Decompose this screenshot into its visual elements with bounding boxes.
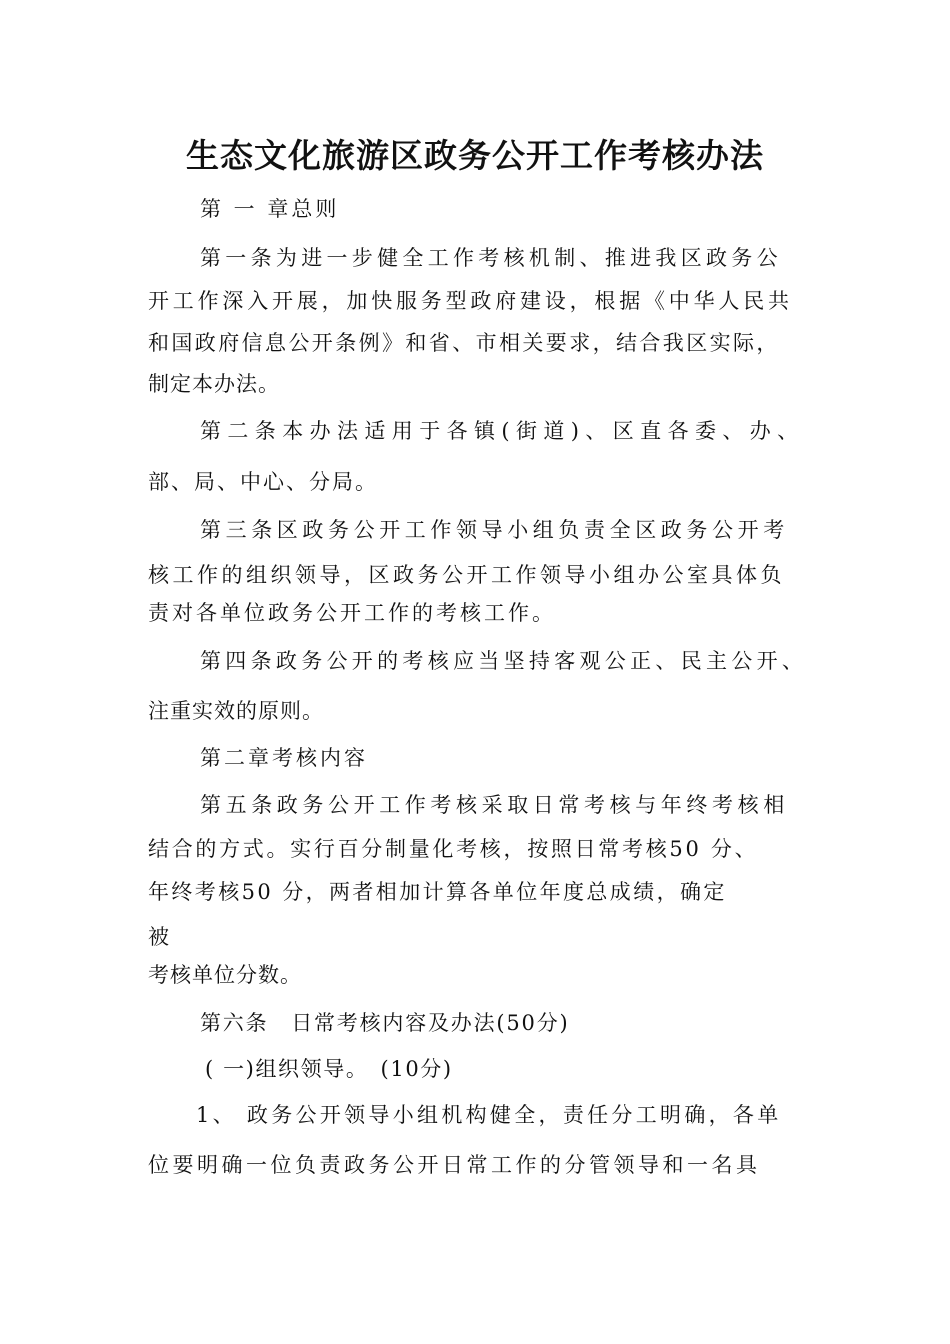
paragraph-line: 开工作深入开展，加快服务型政府建设，根据《中华人民共: [148, 289, 793, 313]
chapter-heading: 第二章考核内容: [200, 746, 368, 770]
paragraph-line: 第一条为进一步健全工作考核机制、推进我区政务公: [200, 246, 782, 270]
paragraph-line: 部、局、中心、分局。: [148, 470, 378, 494]
paragraph-line: 结合的方式。实行百分制量化考核，按照日常考核50 分、: [148, 837, 759, 861]
paragraph-line: 和国政府信息公开条例》和省、市相关要求，结合我区实际，: [148, 331, 780, 355]
paragraph-line: 第四条政务公开的考核应当坚持客观公正、民主公开、: [200, 649, 808, 673]
paragraph-line: 被: [148, 925, 169, 949]
paragraph-line: 注重实效的原则。: [148, 699, 324, 723]
paragraph-line: 位要明确一位负责政务公开日常工作的分管领导和一名具: [148, 1153, 761, 1177]
paragraph-line: 第五条政务公开工作考核采取日常考核与年终考核相: [200, 793, 789, 817]
paragraph-line: ( 一)组织领导。 (10分): [205, 1057, 453, 1081]
paragraph-line: 制定本办法。: [148, 372, 280, 396]
paragraph-line: 考核单位分数。: [148, 963, 302, 987]
document-title: 生态文化旅游区政务公开工作考核办法: [186, 136, 764, 175]
paragraph-line: 第六条 日常考核内容及办法(50分): [200, 1011, 570, 1035]
paragraph-line: 核工作的组织领导，区政务公开工作领导小组办公室具体负: [148, 563, 785, 587]
paragraph-line: 责对各单位政务公开工作的考核工作。: [148, 601, 556, 625]
paragraph-line: 第三条区政务公开工作领导小组负责全区政务公开考: [200, 518, 789, 542]
paragraph-line: 1、 政务公开领导小组机构健全，责任分工明确，各单: [196, 1103, 782, 1127]
chapter-heading: 第 一 章总则: [200, 197, 340, 221]
paragraph-line: 年终考核50 分，两者相加计算各单位年度总成绩，确定: [148, 880, 727, 904]
paragraph-line: 第二条本办法适用于各镇(街道)、区直各委、办、: [200, 419, 805, 443]
